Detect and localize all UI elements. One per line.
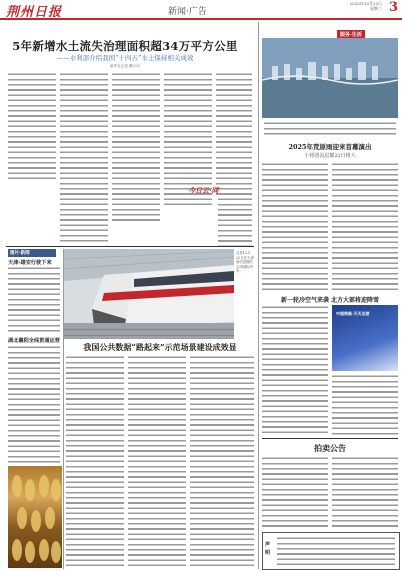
news-box-title: 天津-雄安行驶下来	[8, 260, 52, 266]
masthead	[0, 0, 402, 20]
left-story-title: 湖北襄阳全线贯通运营	[8, 338, 60, 344]
landscape-illustration	[262, 38, 398, 118]
bullet-train-illustration	[64, 249, 234, 339]
right-feature-subtitle: 小将团流星耀22日极大	[304, 153, 356, 159]
right-weather-column	[332, 374, 398, 435]
lead-headline: 5年新增水土流失治理面积超34万平方公里	[12, 39, 238, 53]
right-weather-title: 新一轮冷空气来袭 北方大部将迎降雪	[280, 297, 380, 304]
news-box-tag: 图片·新闻	[10, 251, 30, 256]
right-feature-title: 2025年荒原雨迎来首幕演出	[288, 143, 372, 151]
right-weather-column	[262, 305, 328, 435]
notice-label: 声明	[265, 542, 271, 556]
center-headline: 我国公共数据“路起来”示范场景建设成效显	[83, 342, 237, 352]
notice-box	[262, 532, 400, 570]
lead-article-column	[216, 72, 252, 197]
train-photo	[64, 249, 234, 339]
auction-column	[332, 456, 398, 528]
lead-article-column	[218, 197, 252, 247]
auction-column	[262, 456, 328, 528]
left-story-body	[8, 345, 60, 463]
section-divider	[6, 246, 254, 247]
weekday-line: 星期二	[370, 6, 382, 11]
lead-article-column	[60, 72, 108, 242]
right-top-photo	[262, 38, 398, 118]
column-separator	[63, 249, 64, 569]
center-article-column	[128, 355, 186, 569]
ad-image-text: 中国铁路·天天出游	[336, 311, 370, 316]
notice-body	[277, 536, 395, 566]
train-photo-caption: 这是12月22日在天津西站拍摄的京津城际列车。	[236, 251, 254, 274]
center-article-column	[190, 355, 254, 569]
right-feature-column	[332, 162, 398, 292]
lead-byline: 新华社记者 戴小河	[110, 64, 140, 68]
auction-title: 拍卖公告	[314, 443, 346, 453]
column-logo: 今日云·网	[188, 186, 219, 195]
right-feature-column	[262, 162, 328, 292]
section-label: 新闻·广告	[168, 7, 207, 17]
crops-illustration	[8, 466, 62, 568]
right-ad-image	[332, 305, 398, 371]
right-photo-caption	[264, 121, 396, 136]
newspaper-logo: 荆州日报	[6, 5, 63, 20]
auction-top-rule	[262, 438, 398, 439]
news-box-body	[8, 266, 60, 334]
column-separator	[258, 22, 259, 569]
page-number: 3	[388, 0, 398, 15]
left-photo	[8, 466, 62, 568]
service-badge: 服务·生活	[337, 30, 365, 39]
lead-article-column	[112, 72, 160, 222]
issue-date	[350, 1, 382, 11]
center-article-column	[66, 355, 124, 569]
date-line: 2025年12月23日	[349, 1, 382, 6]
lead-article-column	[8, 72, 56, 182]
lead-subtitle: ——水利部介绍我国“十四五”水土保持相关成效	[56, 54, 194, 62]
